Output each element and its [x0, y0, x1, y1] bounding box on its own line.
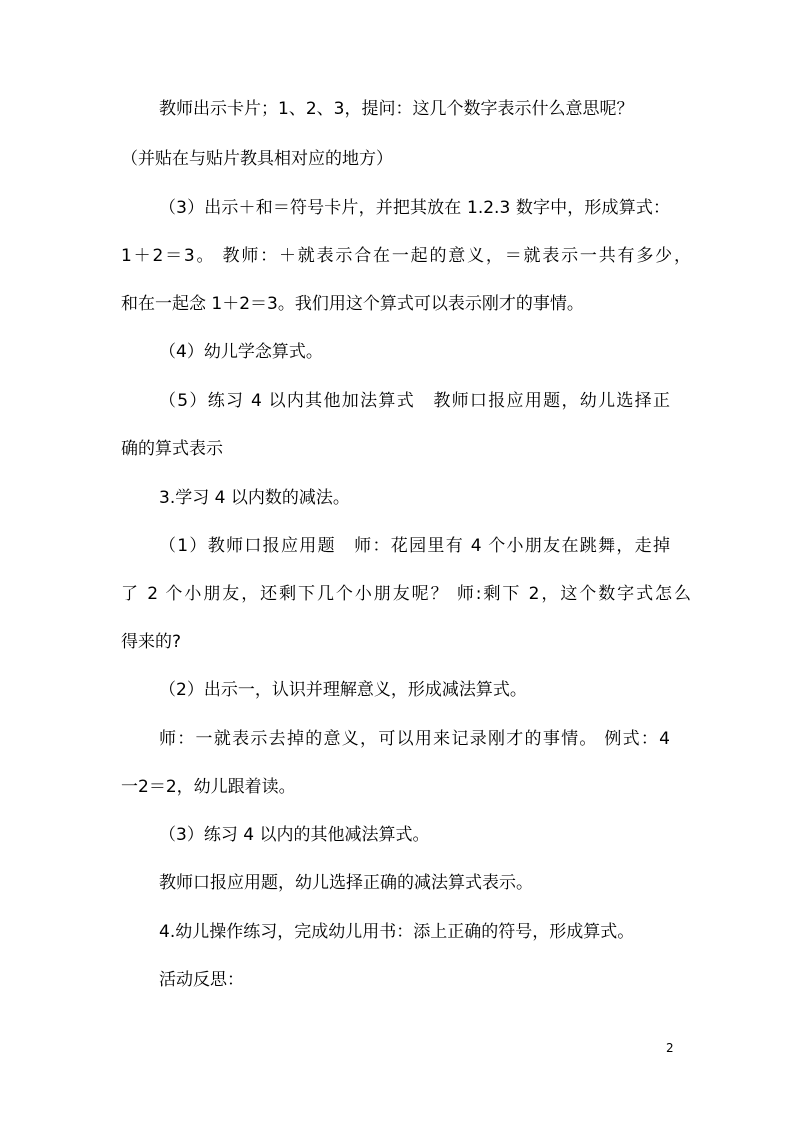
section-heading-subtraction: 3.学习 4 以内数的减法。 [159, 488, 350, 508]
paragraph-line-2: （并贴在与贴片教具相对应的地方） [121, 149, 393, 169]
paragraph-line-11: 了 2 个小朋友，还剩下几个小朋友呢？ 师:剩下 2，这个数字式怎么 [121, 584, 691, 604]
paragraph-line-15: 一2＝2，幼儿跟着读。 [121, 777, 296, 797]
paragraph-line-7: （5）练习 4 以内其他加法算式 教师口报应用题，幼儿选择正 [159, 391, 670, 411]
paragraph-line-17: 教师口报应用题，幼儿选择正确的减法算式表示。 [159, 873, 533, 893]
paragraph-line-16: （3）练习 4 以内的其他减法算式。 [159, 825, 430, 845]
paragraph-line-8: 确的算式表示 [121, 439, 223, 459]
paragraph-line-10: （1）教师口报应用题 师：花园里有 4 个小朋友在跳舞，走掉 [159, 536, 670, 556]
paragraph-line-12: 得来的? [121, 632, 182, 652]
activity-reflection-heading: 活动反思： [159, 970, 244, 990]
paragraph-line-13: （2）出示一，认识并理解意义，形成减法算式。 [159, 680, 527, 700]
paragraph-line-14: 师：一就表示去掉的意义，可以用来记录刚才的事情。 例式：4 [159, 729, 670, 749]
paragraph-line-4: 1＋2＝3。 教师：＋就表示合在一起的意义，＝就表示一共有多少， [121, 246, 691, 266]
paragraph-line-18: 4.幼儿操作练习，完成幼儿用书：添上正确的符号，形成算式。 [159, 922, 635, 942]
paragraph-line-1: 教师出示卡片；1、2、3，提问：这几个数字表示什么意思呢？ [159, 99, 634, 119]
page-number: 2 [666, 1041, 674, 1055]
paragraph-line-6: （4）幼儿学念算式。 [159, 342, 323, 362]
paragraph-line-3: （3）出示＋和＝符号卡片，并把其放在 1.2.3 数字中，形成算式： [159, 198, 670, 218]
paragraph-line-5: 和在一起念 1＋2＝3。我们用这个算式可以表示刚才的事情。 [121, 294, 584, 314]
